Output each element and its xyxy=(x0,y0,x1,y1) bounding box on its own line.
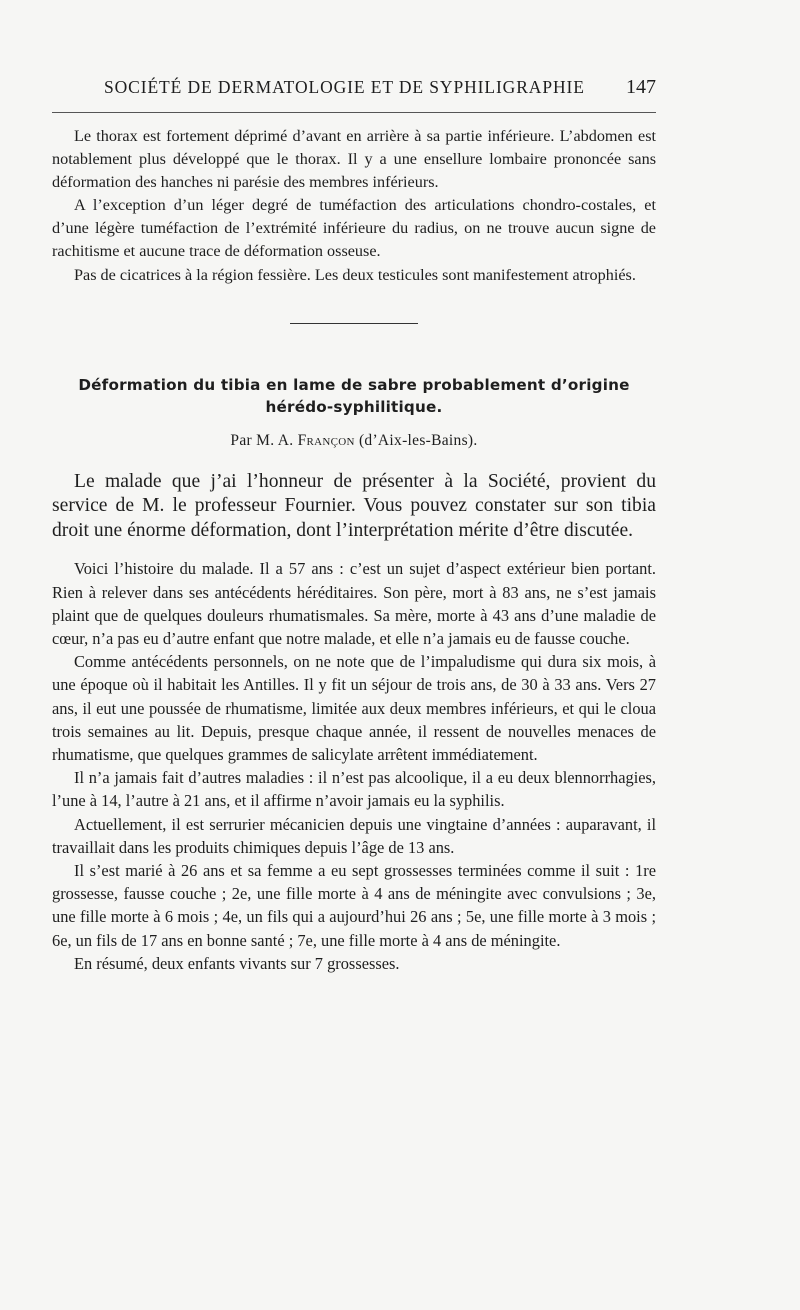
byline-prefix: Par M. A. xyxy=(230,431,294,449)
section-separator xyxy=(290,323,418,324)
paragraph: Il n’a jamais fait d’autres maladies : il n’est pas alcoolique, il a eu deux blennorrhagies, l’une à 14, l’autre à 21 ans, et il affirme n’avoir jamais eu la syphilis. xyxy=(52,768,656,811)
lead-paragraph: Le malade que j’ai l’honneur de présenter à la Société, provient du service de M. le professeur Fournier. Vous pouvez constater sur son tibia droit une énorme déformation, dont l’interprétation mérite d’être discutée. xyxy=(52,470,656,541)
previous-case-continuation xyxy=(52,125,656,287)
paragraph: Actuellement, il est serrurier mécanicien depuis une vingtaine d’années : auparavant, il travaillait dans les produits chimiques depuis l’âge de 13 ans. xyxy=(52,814,656,857)
lead-section xyxy=(52,470,656,544)
paragraph: En résumé, deux enfants vivants sur 7 grossesses. xyxy=(74,953,400,973)
author-name: Françon xyxy=(297,431,355,449)
book-page xyxy=(52,76,656,975)
page-number: 147 xyxy=(626,76,656,98)
byline xyxy=(52,432,656,450)
running-title: SOCIÉTÉ DE DERMATOLOGIE ET DE SYPHILIGRAPHIE xyxy=(104,77,585,97)
paragraph: Voici l’histoire du malade. Il a 57 ans : c’est un sujet d’aspect extérieur bien portant. Rien à relever dans ses antécédents héréditaires. Son père, mort à 83 ans, ne s’est jamais plaint que de quelques douleurs rhumatismales. Sa mère, morte à 43 ans d’une maladie de cœur, n’a pas eu d’autre enfant que notre malade, et elle n’a jamais eu de fausse couche. xyxy=(52,559,656,649)
paragraph: Il s’est marié à 26 ans et sa femme a eu sept grossesses terminées comme il suit : 1re grossesse, fausse couche ; 2e, une fille morte à 4 ans de méningite avec convulsions ; 3e, une fille morte à 6 mois ; 4e, un fils qui a aujourd’hui 26 ans ; 5e, une fille morte à 3 mois ; 6e, un fils de 17 ans en bonne santé ; 7e, une fille morte à 4 ans de méningite. xyxy=(52,861,656,950)
article-title: Déformation du tibia en lame de sabre probablement d’origine hérédo-syphilitique. xyxy=(78,375,630,416)
paragraph: Comme antécédents personnels, on ne note que de l’impaludisme qui dura six mois, à une époque où il habitait les Antilles. Il y fit un séjour de trois ans, de 30 à 33 ans. Vers 27 ans, il eut une poussée de rhumatisme, limitée aux deux membres inférieurs, et qui le cloua trois semaines au lit. Depuis, presque chaque année, il ressent de nouvelles menaces de rhumatisme, que quelques grammes de salicylate arrêtent immédiatement. xyxy=(52,652,656,765)
paragraph: Le thorax est fortement déprimé d’avant en arrière à sa partie inférieure. L’abdomen est notablement plus développé que le thorax. Il y a une ensellure lombaire prononcée sans déformation des hanches ni parésie des membres inférieurs. xyxy=(52,127,656,192)
case-history xyxy=(52,557,656,975)
author-affiliation: (d’Aix-les-Bains). xyxy=(358,431,478,449)
page-header xyxy=(52,76,656,106)
header-rule xyxy=(52,112,656,113)
paragraph: A l’exception d’un léger degré de tuméfaction des articulations chondro-costales, et d’une légère tuméfaction de l’extrémité inférieure du radius, on ne trouve aucun signe de rachitisme et aucune trace de déformation osseuse. xyxy=(52,196,656,261)
paragraph: Pas de cicatrices à la région fessière. Les deux testicules sont manifestement atrophiés. xyxy=(74,265,636,284)
